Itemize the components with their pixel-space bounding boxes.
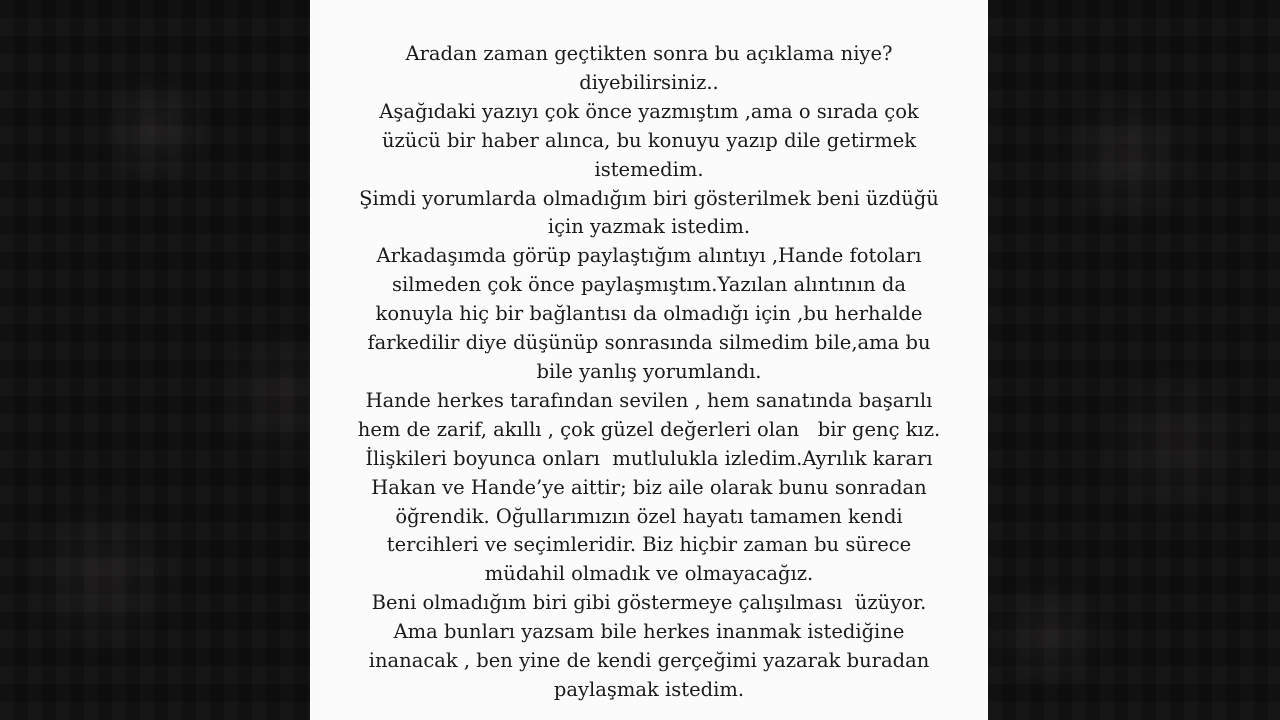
text-line: Ama bunları yazsam bile herkes inanmak istediğine — [393, 620, 905, 644]
text-line: müdahil olmadık ve olmayacağız. — [484, 562, 814, 586]
text-line: Aradan zaman geçtikten sonra bu açıklama niye? — [405, 42, 893, 65]
text-line: farkedilir diye düşünüp sonrasında silmedim bile,ama bu — [367, 331, 931, 355]
text-line: öğrendik. Oğullarımızın özel hayatı tamamen kendi — [395, 504, 903, 528]
text-line: Aşağıdaki yazıyı çok önce yazmıştım ,ama o sırada çok — [379, 99, 919, 123]
text-line: tercihleri ve seçimleridir. Biz hiçbir zaman bu sürece — [386, 533, 912, 557]
text-line: Hakan ve Hande’ye aittir; biz aile olarak bunu sonradan — [371, 475, 927, 499]
text-line: paylaşmak istedim. — [553, 677, 745, 701]
text-line: diyebilirsiniz.. — [579, 70, 719, 94]
text-line: Hande herkes tarafından sevilen , hem sanatında başarılı — [365, 388, 933, 412]
text-line: Arkadaşımda görüp paylaştığım alıntıyı ,Hande fotoları — [376, 244, 922, 268]
text-line: istemedim. — [594, 157, 704, 181]
text-line: üzücü bir haber alınca, bu konuyu yazıp dile getirmek — [381, 128, 917, 152]
text-line: Şimdi yorumlarda olmadığım biri gösterilmek beni üzdüğü — [359, 186, 939, 210]
statement-text — [329, 40, 969, 705]
blurred-background-left — [0, 0, 310, 720]
text-line: bile yanlış yorumlandı. — [536, 359, 762, 383]
text-line: İlişkileri boyunca onları mutlulukla izledim.Ayrılık kararı — [365, 446, 933, 470]
text-line: inanacak , ben yine de kendi gerçeğimi yazarak buradan — [368, 649, 930, 673]
statement-page — [310, 0, 988, 720]
text-line: silmeden çok önce paylaşmıştım.Yazılan alıntının da — [392, 273, 906, 297]
text-line: Beni olmadığım biri gibi göstermeye çalışılması üzüyor. — [371, 591, 927, 615]
text-line: konuyla hiç bir bağlantısı da olmadığı için ,bu herhalde — [375, 302, 923, 326]
text-line: için yazmak istedim. — [547, 215, 751, 239]
blurred-background-right — [988, 0, 1280, 720]
text-line: hem de zarif, akıllı , çok güzel değerleri olan bir genç kız. — [357, 417, 941, 441]
